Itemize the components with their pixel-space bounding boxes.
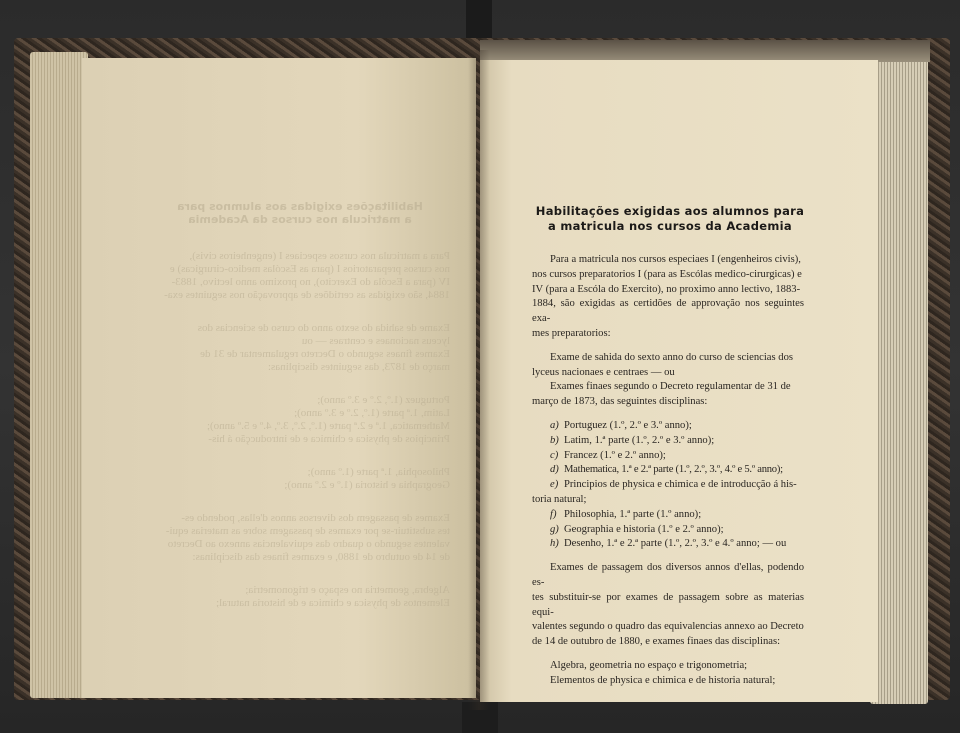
bleed-through-line: 1884, são exigidas as certidões de approvação nos seguintes exa- <box>164 289 450 301</box>
bleed-through-line: Algebra, geometria no espaço e trigonometria; <box>245 584 450 596</box>
subject-text: Principios de physica e chimica e de introducção á his- <box>564 479 797 491</box>
subject-letter: b) <box>550 434 559 446</box>
bleed-through-line: Mathematica, 1.ª e 2.ª parte (1.º, 2.º, 3.º, 4.º e 5.º anno); <box>206 420 450 432</box>
bleed-through-line: Exame de sahida do sexto anno do curso de sciencias dos <box>197 322 450 334</box>
book-spine-top <box>466 0 492 40</box>
intro-line: mes preparatorios: <box>532 327 611 339</box>
bleed-through-line: lyceus nacionaes e centraes — ou <box>301 335 450 347</box>
bleed-through-heading <box>150 200 450 226</box>
passagem-line: tes substituir-se por exames de passagem sobre as materias equi- <box>532 591 804 618</box>
subject-item <box>532 419 804 434</box>
exame-sahida-line: lyceus nacionaes e centraes — ou <box>532 366 675 378</box>
subject-item <box>532 523 804 538</box>
subject-letter: d) <box>550 464 559 476</box>
bleed-through-heading-line: a matricula nos cursos da Academia <box>188 213 412 226</box>
subject-text: Latim, 1.ª parte (1.º, 2.º e 3.º anno); <box>564 434 715 446</box>
bleed-through-line: Latim, 1.ª parte (1.º, 2.º e 3.º anno); <box>294 407 450 419</box>
intro-line: 1884, são exigidas as certidões de approvação nos seguintes exa- <box>532 298 804 325</box>
subject-text: Portuguez (1.º, 2.º e 3.º anno); <box>564 419 692 431</box>
subject-letter: a) <box>550 419 559 431</box>
page-heading-line-1: Habilitações exigidas aos alumnos para <box>535 204 805 218</box>
subject-text: Philosophia, 1.ª parte (1.º anno); <box>564 508 702 520</box>
bleed-through-line: valentes segundo o quadro das equivalencias annexo ao Decreto <box>167 538 450 550</box>
bleed-through-line: Para a matricula nos cursos especiaes I (engenheiros civis), <box>189 250 450 262</box>
page-edges-left <box>30 52 88 698</box>
subject-letter: h) <box>550 538 559 550</box>
subject-item <box>532 508 804 523</box>
subject-text: Francez (1.º e 2.º anno); <box>564 449 666 461</box>
subject-item-continuation: toria natural; <box>532 493 587 505</box>
exames-finaes-line: março de 1873, das seguintes disciplinas: <box>532 396 708 408</box>
subject-item <box>532 449 804 464</box>
book-gutter <box>468 50 490 710</box>
subject-text: Geographia e historia (1.º e 2.º anno); <box>564 523 724 535</box>
bleed-through-line: de 14 de outubro de 1880, e exames finaes das disciplinas: <box>192 551 450 563</box>
bleed-through-line: IV (para a Escóla do Exercito), no proximo anno lectivo, 1883- <box>171 276 450 288</box>
bleed-through-text <box>150 250 450 610</box>
subject-letter: c) <box>550 449 559 461</box>
intro-line: nos cursos preparatorios I (para as Escólas medico-cirurgicas) e <box>532 268 802 280</box>
page-edges-top <box>480 40 930 62</box>
bleed-through-line: Exames finaes segundo o Decreto regulamentar de 31 de <box>200 348 450 360</box>
passagem-line: de 14 de outubro de 1880, e exames finaes das disciplinas: <box>532 636 781 648</box>
bleed-through-line: Exames de passagem dos diversos annos d'ellas, podendo es- <box>181 512 450 524</box>
final-line: Elementos de physica e chimica e de historia natural; <box>550 674 776 686</box>
bleed-through-line: tes substituir-se por exames de passagem sobre as materias equi- <box>165 525 450 537</box>
subject-item <box>532 478 804 493</box>
bleed-through-line: Elementos de physica e chimica e de historia natural; <box>216 597 450 609</box>
page-heading <box>531 204 809 234</box>
passagem-line: Exames de passagem dos diversos annos d'ellas, podendo es- <box>532 562 804 588</box>
bleed-through-line: Geographia e historia (1.º e 2.º anno); <box>284 479 450 491</box>
intro-line: IV (para a Escóla do Exercito), no proximo anno lectivo, 1883- <box>532 283 801 295</box>
intro-line: Para a matricula nos cursos especiaes I (engenheiros civis), <box>550 254 801 265</box>
subject-item <box>532 463 804 478</box>
exame-sahida-line: Exame de sahida do sexto anno do curso de sciencias dos <box>550 351 793 363</box>
subject-letter: f) <box>550 508 557 520</box>
subject-item <box>532 537 804 552</box>
bleed-through-line: Philosophia, 1.ª parte (1.º anno); <box>307 466 450 478</box>
passagem-line: valentes segundo o quadro das equivalencias annexo ao Decreto <box>532 621 804 633</box>
bleed-through-heading-line: Habilitações exigidas aos alumnos para <box>177 200 423 213</box>
bleed-through-line: Portuguez (1.º, 2.º e 3.º anno); <box>317 394 450 406</box>
final-line: Algebra, geometria no espaço e trigonometria; <box>550 659 748 671</box>
page-body <box>532 253 804 689</box>
bleed-through-line: março de 1873, das seguintes disciplinas: <box>267 361 450 373</box>
page-heading-line-2: a matricula nos cursos da Academia <box>548 219 792 233</box>
page-edges-right <box>870 54 928 704</box>
subject-letter: e) <box>550 479 559 491</box>
bleed-through-line: Principios de physica e chimica e de introducção á his- <box>208 433 450 445</box>
subject-text: Mathematica, 1.ª e 2.ª parte (1.º, 2.º, 3.º, 4.º e 5.º anno); <box>564 464 783 476</box>
subject-item <box>532 434 804 449</box>
exames-finaes-line: Exames finaes segundo o Decreto regulamentar de 31 de <box>550 381 791 393</box>
subject-text: Desenho, 1.ª e 2.ª parte (1.º, 2.º, 3.º e 4.º anno; — ou <box>564 538 787 550</box>
subject-letter: g) <box>550 523 559 535</box>
bleed-through-line: nos cursos preparatorios I (para as Escólas medico-cirurgicas) e <box>169 263 450 275</box>
